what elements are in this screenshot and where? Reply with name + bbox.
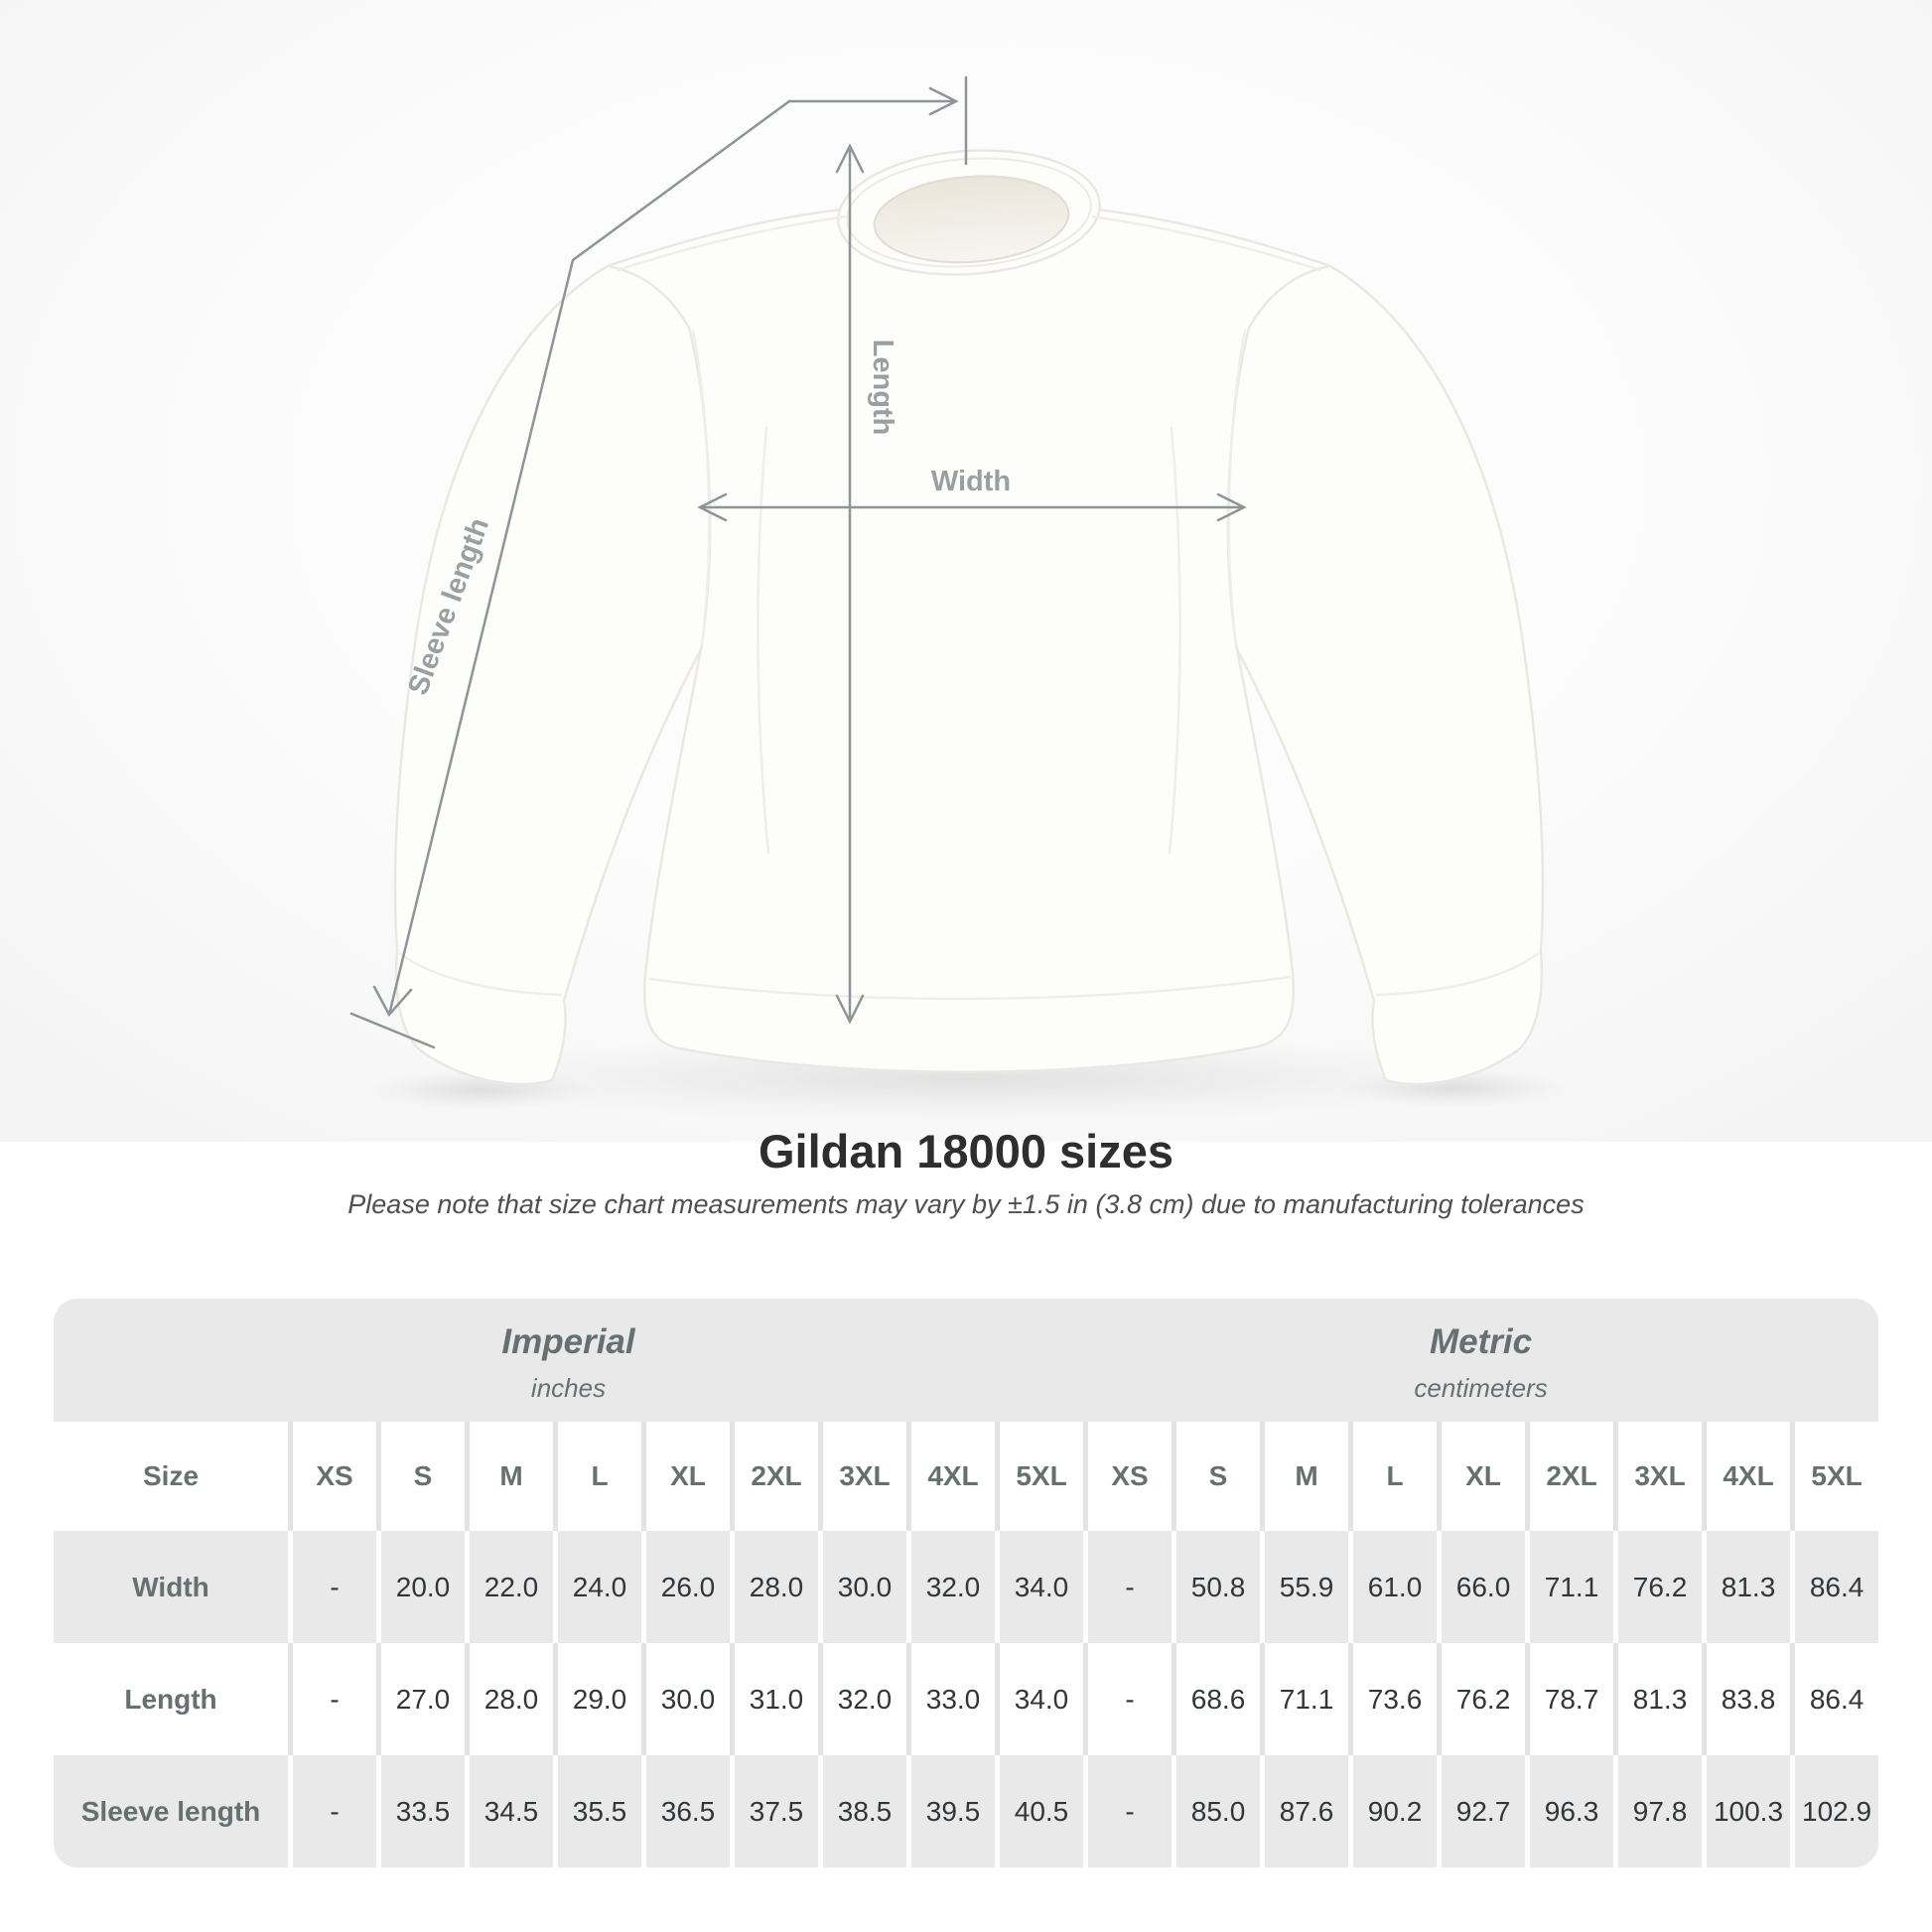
length-label: Length xyxy=(867,339,898,436)
size-value-cell: 24.0 xyxy=(553,1531,641,1643)
size-value-cell: 36.5 xyxy=(641,1755,730,1867)
size-header-cell: S xyxy=(1172,1422,1260,1531)
row-label: Length xyxy=(54,1643,288,1755)
size-value-cell: 50.8 xyxy=(1172,1531,1260,1643)
size-header-cell: L xyxy=(1348,1422,1437,1531)
size-value-cell: 30.0 xyxy=(818,1531,906,1643)
size-value-cell: 73.6 xyxy=(1348,1643,1437,1755)
size-value-cell: 20.0 xyxy=(376,1531,465,1643)
size-chart-table xyxy=(54,1299,1878,1867)
sweatshirt-body xyxy=(608,203,1330,1072)
size-value-cell: 86.4 xyxy=(1790,1531,1878,1643)
size-value-cell: 35.5 xyxy=(553,1755,641,1867)
size-value-cell: 27.0 xyxy=(376,1643,465,1755)
imperial-band xyxy=(54,1299,1083,1422)
size-value-cell: 66.0 xyxy=(1437,1531,1525,1643)
size-header-cell: L xyxy=(553,1422,641,1531)
size-value-cell: 71.1 xyxy=(1260,1643,1348,1755)
imperial-sublabel: inches xyxy=(530,1373,607,1403)
measurement-row xyxy=(54,1755,1878,1867)
size-value-cell: 30.0 xyxy=(641,1643,730,1755)
metric-band xyxy=(1083,1299,1878,1422)
size-value-cell: 37.5 xyxy=(730,1755,818,1867)
size-value-cell: 96.3 xyxy=(1525,1755,1613,1867)
size-header-cell: XS xyxy=(288,1422,376,1531)
size-value-cell: - xyxy=(1083,1531,1172,1643)
size-value-cell: 28.0 xyxy=(730,1531,818,1643)
size-header-cell: 5XL xyxy=(995,1422,1083,1531)
size-header-row xyxy=(54,1422,1878,1531)
size-value-cell: 39.5 xyxy=(906,1755,995,1867)
size-value-cell: - xyxy=(288,1531,376,1643)
size-value-cell: - xyxy=(288,1643,376,1755)
size-value-cell: 28.0 xyxy=(465,1643,553,1755)
size-header-cell: XL xyxy=(641,1422,730,1531)
size-value-cell: 68.6 xyxy=(1172,1643,1260,1755)
size-value-cell: 86.4 xyxy=(1790,1643,1878,1755)
size-value-cell: 55.9 xyxy=(1260,1531,1348,1643)
tolerance-note: Please note that size chart measurements may vary by ±1.5 in (3.8 cm) due to manufacturing tolerances xyxy=(347,1189,1585,1219)
size-value-cell: 26.0 xyxy=(641,1531,730,1643)
size-header-cell: XL xyxy=(1437,1422,1525,1531)
size-value-cell: 83.8 xyxy=(1702,1643,1790,1755)
size-value-cell: 22.0 xyxy=(465,1531,553,1643)
size-value-cell: 40.5 xyxy=(995,1755,1083,1867)
size-value-cell: 92.7 xyxy=(1437,1755,1525,1867)
size-value-cell: 100.3 xyxy=(1702,1755,1790,1867)
size-value-cell: 81.3 xyxy=(1613,1643,1702,1755)
size-value-cell: - xyxy=(1083,1755,1172,1867)
metric-sublabel: centimeters xyxy=(1414,1373,1548,1403)
size-value-cell: 33.5 xyxy=(376,1755,465,1867)
row-label: Width xyxy=(54,1531,288,1643)
size-value-cell: - xyxy=(1083,1643,1172,1755)
size-header-cell: XS xyxy=(1083,1422,1172,1531)
size-value-cell: 71.1 xyxy=(1525,1531,1613,1643)
size-value-cell: 90.2 xyxy=(1348,1755,1437,1867)
measurement-row xyxy=(54,1531,1878,1643)
size-value-cell: 78.7 xyxy=(1525,1643,1613,1755)
size-value-cell: 31.0 xyxy=(730,1643,818,1755)
size-header-cell: 4XL xyxy=(1702,1422,1790,1531)
size-value-cell: 29.0 xyxy=(553,1643,641,1755)
size-value-cell: 32.0 xyxy=(906,1531,995,1643)
size-header-cell: 3XL xyxy=(1613,1422,1702,1531)
size-value-cell: 38.5 xyxy=(818,1755,906,1867)
imperial-label: Imperial xyxy=(501,1322,635,1361)
size-value-cell: - xyxy=(288,1755,376,1867)
size-value-cell: 87.6 xyxy=(1260,1755,1348,1867)
size-value-cell: 33.0 xyxy=(906,1643,995,1755)
size-value-cell: 102.9 xyxy=(1790,1755,1878,1867)
width-label: Width xyxy=(930,466,1012,497)
size-value-cell: 61.0 xyxy=(1348,1531,1437,1643)
unit-band-row xyxy=(54,1299,1878,1422)
size-value-cell: 34.0 xyxy=(995,1643,1083,1755)
size-value-cell: 34.5 xyxy=(465,1755,553,1867)
size-value-cell: 32.0 xyxy=(818,1643,906,1755)
size-header-cell: 5XL xyxy=(1790,1422,1878,1531)
size-header-cell: 2XL xyxy=(730,1422,818,1531)
sleeve-length-label: Sleeve length xyxy=(402,513,496,700)
size-value-cell: 97.8 xyxy=(1613,1755,1702,1867)
size-header-cell: M xyxy=(1260,1422,1348,1531)
size-header-cell: 3XL xyxy=(818,1422,906,1531)
size-value-cell: 76.2 xyxy=(1437,1643,1525,1755)
size-header-cell: 2XL xyxy=(1525,1422,1613,1531)
size-value-cell: 85.0 xyxy=(1172,1755,1260,1867)
page-title: Gildan 18000 sizes xyxy=(758,1125,1174,1177)
size-header-cell: S xyxy=(376,1422,465,1531)
size-header-cell: M xyxy=(465,1422,553,1531)
measurement-row xyxy=(54,1643,1878,1755)
size-value-cell: 34.0 xyxy=(995,1531,1083,1643)
row-label: Sleeve length xyxy=(54,1755,288,1867)
size-header-cell: 4XL xyxy=(906,1422,995,1531)
size-value-cell: 76.2 xyxy=(1613,1531,1702,1643)
size-value-cell: 81.3 xyxy=(1702,1531,1790,1643)
metric-label: Metric xyxy=(1430,1322,1533,1361)
size-column-header: Size xyxy=(54,1422,288,1531)
